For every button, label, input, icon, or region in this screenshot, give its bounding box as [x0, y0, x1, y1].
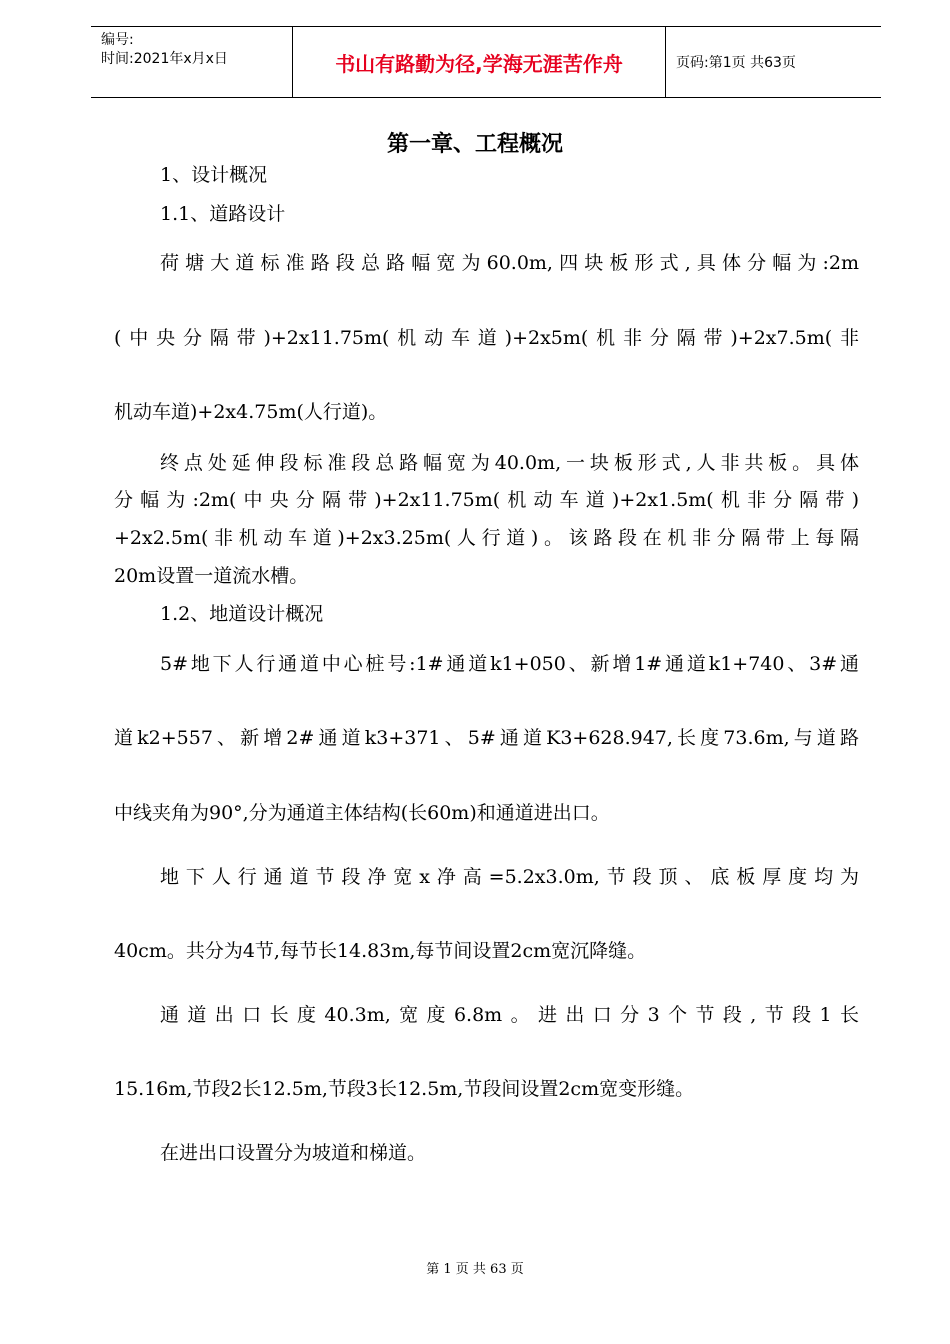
- paragraph-line: 中线夹角为90°,分为通道主体结构(长60m)和通道进出口。: [114, 802, 610, 824]
- paragraph-line: 在进出口设置分为坡道和梯道。: [160, 1142, 427, 1164]
- subsection-heading: 1.2、地道设计概况: [160, 603, 324, 625]
- paragraph-line: 地下人行通道节段净宽x净高=5.2x3.0m,节段顶、底板厚度均为: [160, 866, 859, 888]
- doc-number-label: 编号:: [101, 32, 134, 48]
- time-label: 时间:2021年x月x日: [101, 51, 228, 67]
- paragraph-line: +2x2.5m(非机动车道)+2x3.25m(人行道)。该路段在机非分隔带上每隔: [114, 527, 859, 549]
- paragraph-line: (中央分隔带)+2x11.75m(机动车道)+2x5m(机非分隔带)+2x7.5m(非: [114, 327, 859, 349]
- header-page-label: 页码:第1页 共63页: [676, 55, 796, 71]
- page-header: [91, 26, 881, 98]
- paragraph-line: 5#地下人行通道中心桩号:1#通道k1+050、新增1#通道k1+740、3#通: [160, 653, 859, 675]
- chapter-title: 第一章、工程概况: [386, 131, 563, 157]
- header-motto: 书山有路勤为径,学海无涯苦作舟: [293, 27, 666, 97]
- section-heading: 1、设计概况: [160, 164, 268, 186]
- paragraph-line: 分幅为:2m(中央分隔带)+2x11.75m(机动车道)+2x1.5m(机非分隔带): [114, 489, 859, 511]
- page-footer: 第 1 页 共 63 页: [426, 1262, 524, 1277]
- header-meta: [91, 27, 293, 97]
- paragraph-line: 15.16m,节段2长12.5m,节段3长12.5m,节段间设置2cm宽变形缝。: [114, 1078, 695, 1100]
- paragraph-line: 终点处延伸段标准段总路幅宽为40.0m,一块板形式,人非共板。具体: [160, 452, 859, 474]
- paragraph-line: 20m设置一道流水槽。: [114, 565, 309, 587]
- paragraph-line: 道k2+557、新增2#通道k3+371、5#通道K3+628.947,长度73.6m,与道路: [114, 727, 859, 749]
- paragraph-line: 荷塘大道标准路段总路幅宽为60.0m,四块板形式,具体分幅为:2m: [160, 252, 859, 274]
- paragraph-line: 机动车道)+2x4.75m(人行道)。: [114, 401, 388, 423]
- paragraph-line: 通道出口长度40.3m,宽度6.8m。进出口分3个节段,节段1长: [160, 1004, 859, 1026]
- paragraph-line: 40cm。共分为4节,每节长14.83m,每节间设置2cm宽沉降缝。: [114, 940, 647, 962]
- subsection-heading: 1.1、道路设计: [160, 203, 286, 225]
